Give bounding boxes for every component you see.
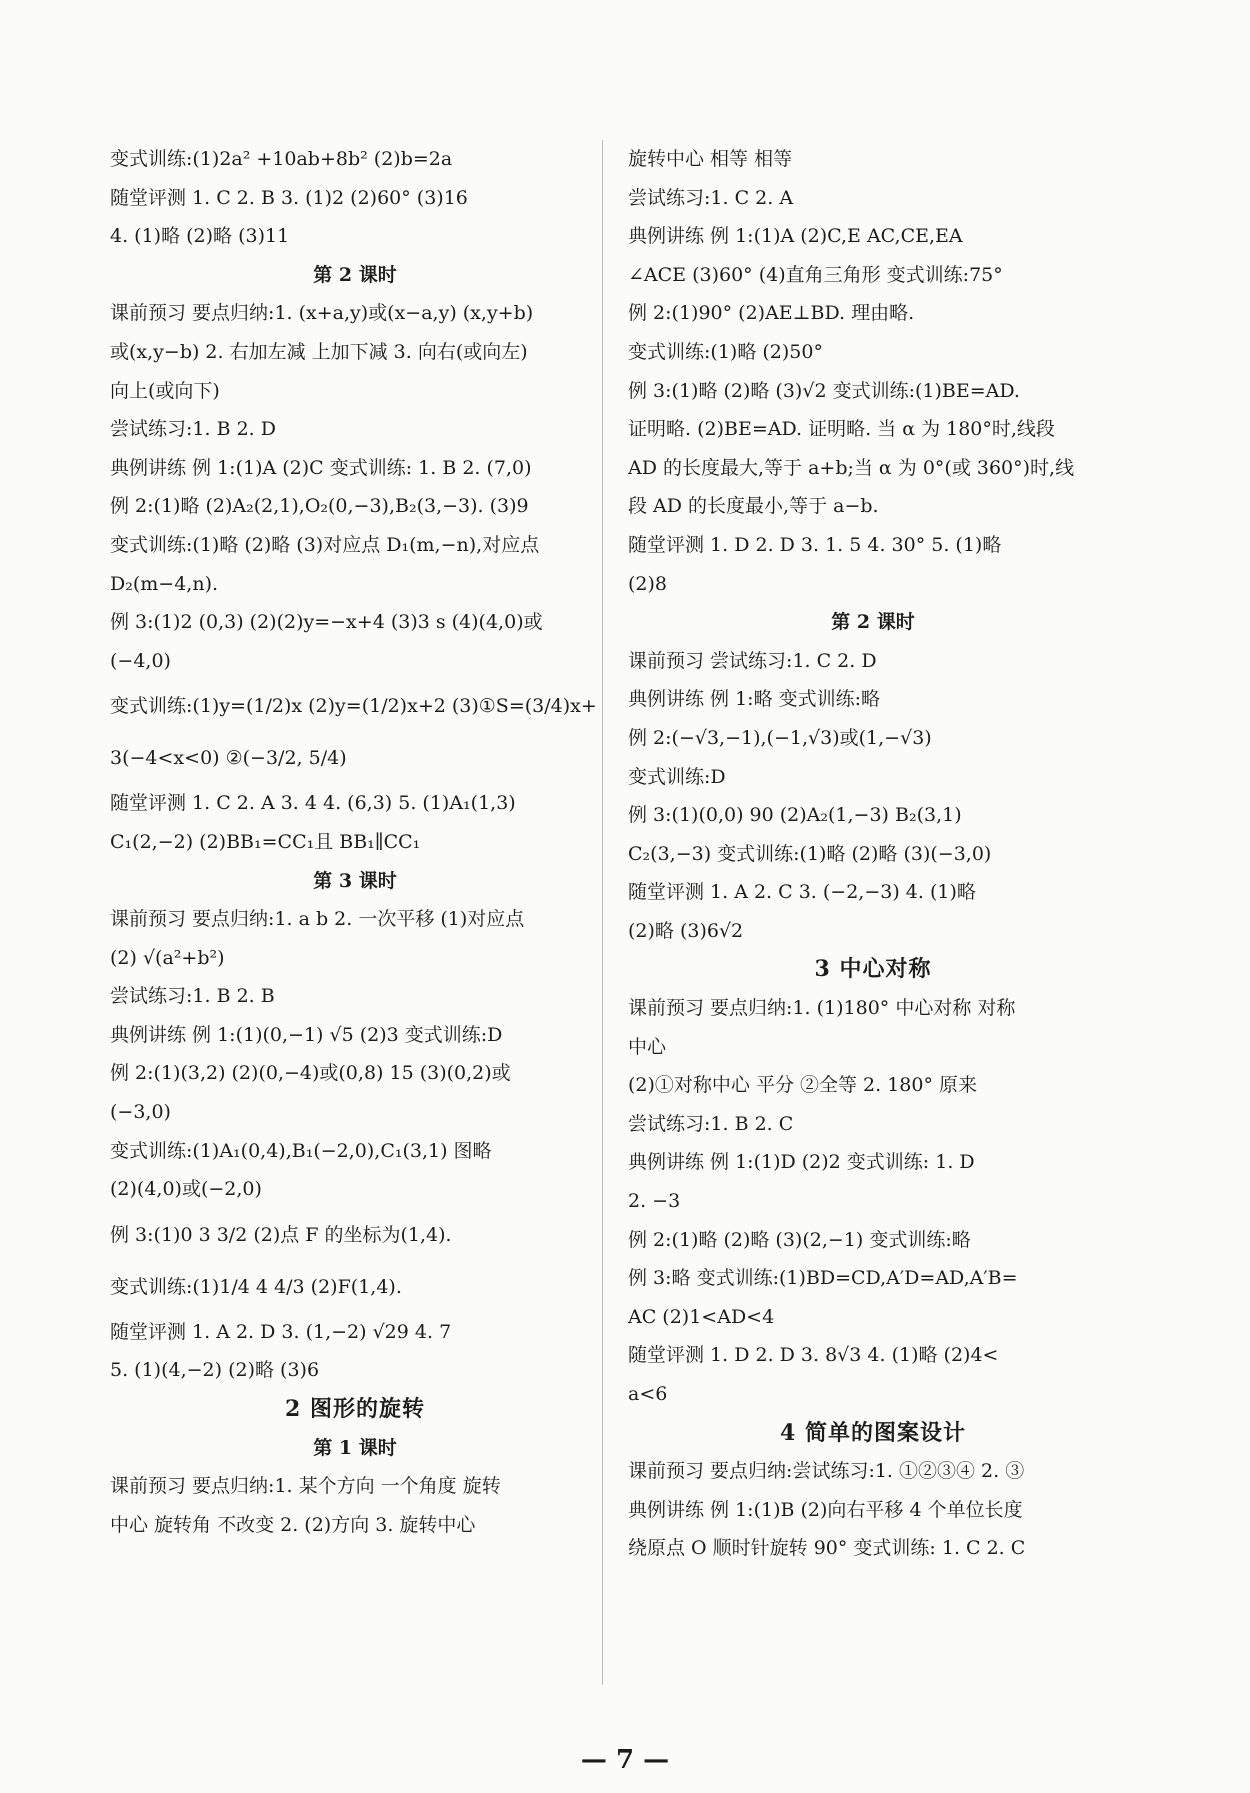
answer-line: 尝试练习:1. B 2. C <box>628 1112 794 1135</box>
answer-line: AC (2)1<AD<4 <box>628 1305 775 1328</box>
answer-line: 课前预习 要点归纳:1. (x+a,y)或(x−a,y) (x,y+b) <box>110 302 534 325</box>
answer-line: 例 2:(1)略 (2)略 (3)(2,−1) 变式训练:略 <box>628 1228 971 1251</box>
answer-line: 随堂评测 1. C 2. B 3. (1)2 (2)60° (3)16 <box>110 186 468 209</box>
answer-line: 随堂评测 1. A 2. D 3. (1,−2) √29 4. 7 <box>110 1320 452 1343</box>
answer-line: 例 3:(1)0 3 3/2 (2)点 F 的坐标为(1,4). <box>110 1223 452 1246</box>
answer-line: 典例讲练 例 1:(1)B (2)向右平移 4 个单位长度 <box>628 1498 1023 1521</box>
answer-line: C₁(2,−2) (2)BB₁=CC₁且 BB₁∥CC₁ <box>110 830 421 853</box>
answer-line: 课前预习 要点归纳:1. (1)180° 中心对称 对称 <box>628 997 1016 1020</box>
answer-line: 例 3:(1)(0,0) 90 (2)A₂(1,−3) B₂(3,1) <box>628 804 962 827</box>
answer-line: 例 3:略 变式训练:(1)BD=CD,A′D=AD,A′B= <box>628 1267 1018 1290</box>
answer-line: 变式训练:(1)1/4 4 4/3 (2)F(1,4). <box>110 1275 402 1298</box>
answer-line: (2)(4,0)或(−2,0) <box>110 1178 262 1201</box>
answer-line: a<6 <box>628 1383 668 1405</box>
page-number: — 7 — <box>580 1745 670 1775</box>
answer-line: 向上(或向下) <box>110 379 220 402</box>
answer-line: 例 2:(1)(3,2) (2)(0,−4)或(0,8) 15 (3)(0,2)或 <box>110 1062 511 1085</box>
right-column <box>628 140 1118 1568</box>
answer-line: 中心 <box>628 1035 667 1058</box>
answer-line: 随堂评测 1. C 2. A 3. 4 4. (6,3) 5. (1)A₁(1,3) <box>110 792 516 815</box>
answer-line: 随堂评测 1. A 2. C 3. (−2,−3) 4. (1)略 <box>628 881 976 904</box>
answer-line: 典例讲练 例 1:(1)(0,−1) √5 (2)3 变式训练:D <box>110 1023 503 1046</box>
answer-line: 随堂评测 1. D 2. D 3. 8√3 4. (1)略 (2)4< <box>628 1344 999 1367</box>
answer-line: 典例讲练 例 1:(1)A (2)C,E AC,CE,EA <box>628 225 963 248</box>
lesson-heading: 第 3 课时 <box>313 869 397 892</box>
answer-line: 例 2:(1)90° (2)AE⊥BD. 理由略. <box>628 302 915 325</box>
section-title: 3 中心对称 <box>814 956 932 983</box>
answer-line: (2)①对称中心 平分 ②全等 2. 180° 原来 <box>628 1074 978 1097</box>
answer-line: (2)略 (3)6√2 <box>628 919 744 942</box>
answer-line: 例 2:(1)略 (2)A₂(2,1),O₂(0,−3),B₂(3,−3). (3)9 <box>110 495 529 518</box>
answer-line: 尝试练习:1. B 2. D <box>110 418 276 441</box>
answer-line: (2) √(a²+b²) <box>110 946 225 969</box>
answer-line: (−3,0) <box>110 1101 171 1124</box>
answer-line: 证明略. (2)BE=AD. 证明略. 当 α 为 180°时,线段 <box>628 418 1055 441</box>
lesson-heading: 第 1 课时 <box>313 1436 397 1459</box>
answer-line: 4. (1)略 (2)略 (3)11 <box>110 225 290 248</box>
answer-line: 旋转中心 相等 相等 <box>628 148 793 170</box>
section-title: 4 简单的图案设计 <box>780 1419 966 1446</box>
answer-line: 课前预习 要点归纳:1. a b 2. 一次平移 (1)对应点 <box>110 908 525 931</box>
answer-line: 变式训练:(1)y=(1/2)x (2)y=(1/2)x+2 (3)①S=(3/4)x+ <box>110 695 597 718</box>
answer-line: 绕原点 O 顺时针旋转 90° 变式训练: 1. C 2. C <box>628 1537 1026 1560</box>
answer-line: ∠ACE (3)60° (4)直角三角形 变式训练:75° <box>628 263 1003 286</box>
answer-line: 5. (1)(4,−2) (2)略 (3)6 <box>110 1359 320 1382</box>
answer-line: 尝试练习:1. C 2. A <box>628 186 794 209</box>
answer-line: (2)8 <box>628 572 668 595</box>
answer-line: 典例讲练 例 1:(1)A (2)C 变式训练: 1. B 2. (7,0) <box>110 456 532 479</box>
answer-line: 课前预习 尝试练习:1. C 2. D <box>628 649 877 672</box>
answer-line: AD 的长度最大,等于 a+b;当 α 为 0°(或 360°)时,线 <box>628 456 1075 479</box>
answer-line: 3(−4<x<0) ②(−3/2, 5/4) <box>110 747 347 770</box>
answer-line: (−4,0) <box>110 649 171 672</box>
answer-line: 典例讲练 例 1:(1)D (2)2 变式训练: 1. D <box>628 1151 975 1174</box>
answer-line: 课前预习 要点归纳:1. 某个方向 一个角度 旋转 <box>110 1475 501 1498</box>
answer-line: 变式训练:D <box>628 765 726 788</box>
answer-line: C₂(3,−3) 变式训练:(1)略 (2)略 (3)(−3,0) <box>628 842 992 865</box>
lesson-heading: 第 2 课时 <box>831 611 915 634</box>
answer-line: 尝试练习:1. B 2. B <box>110 985 275 1008</box>
answer-line: 变式训练:(1)2a² +10ab+8b² (2)b=2a <box>110 148 453 170</box>
answer-line: 典例讲练 例 1:略 变式训练:略 <box>628 688 881 711</box>
answer-line: 例 3:(1)2 (0,3) (2)(2)y=−x+4 (3)3 s (4)(4,0)或 <box>110 611 543 634</box>
column-divider <box>602 140 603 1685</box>
section-title: 2 图形的旋转 <box>285 1396 425 1423</box>
left-column <box>110 140 600 1544</box>
answer-line: 例 3:(1)略 (2)略 (3)√2 变式训练:(1)BE=AD. <box>628 379 1020 402</box>
answer-line: D₂(m−4,n). <box>110 572 219 595</box>
answer-line: 中心 旋转角 不改变 2. (2)方向 3. 旋转中心 <box>110 1513 476 1536</box>
answer-line: 例 2:(−√3,−1),(−1,√3)或(1,−√3) <box>628 726 932 749</box>
answer-line: 变式训练:(1)略 (2)50° <box>628 340 823 363</box>
answer-line: 变式训练:(1)略 (2)略 (3)对应点 D₁(m,−n),对应点 <box>110 533 540 556</box>
answer-line: 课前预习 要点归纳:尝试练习:1. ①②③④ 2. ③ <box>628 1460 1025 1483</box>
answer-line: 段 AD 的长度最小,等于 a−b. <box>628 495 879 518</box>
answer-line: 变式训练:(1)A₁(0,4),B₁(−2,0),C₁(3,1) 图略 <box>110 1139 492 1162</box>
answer-line: 2. −3 <box>628 1190 681 1213</box>
answer-line: 或(x,y−b) 2. 右加左减 上加下减 3. 向右(或向左) <box>110 340 528 363</box>
answer-line: 随堂评测 1. D 2. D 3. 1. 5 4. 30° 5. (1)略 <box>628 533 1002 556</box>
lesson-heading: 第 2 课时 <box>313 263 397 286</box>
